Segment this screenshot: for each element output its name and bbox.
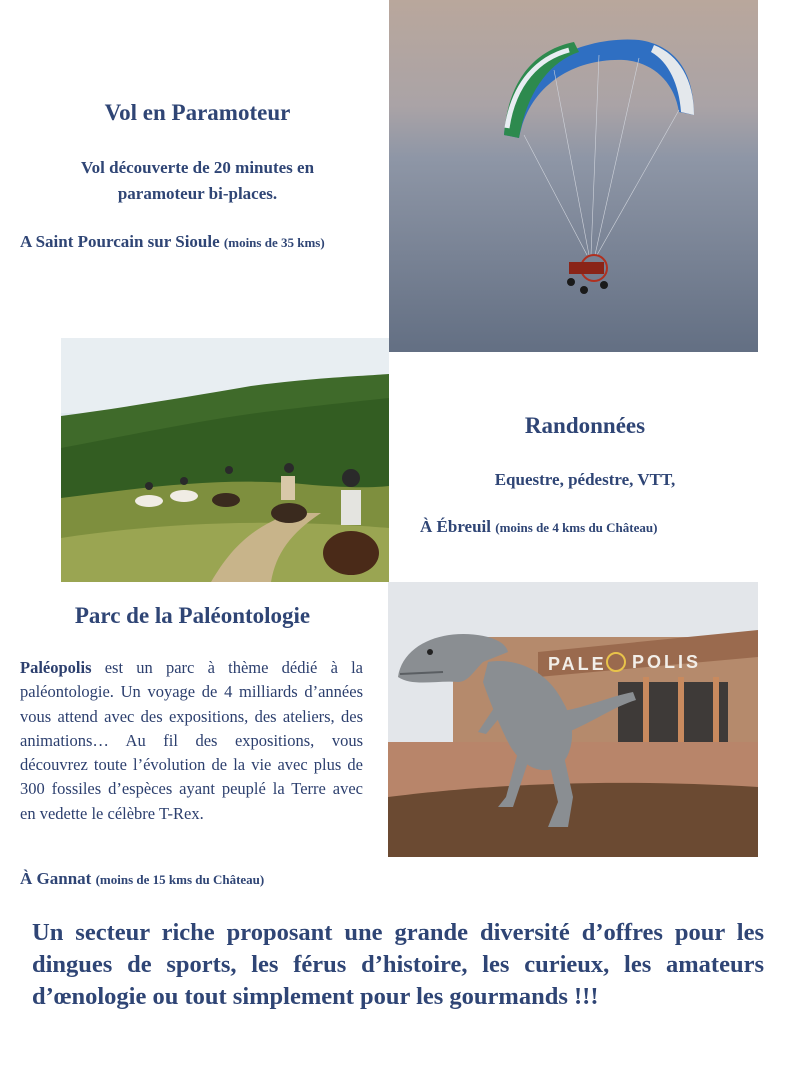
paleo-description xyxy=(20,656,363,826)
sign-right: POLIS xyxy=(632,652,702,672)
paleo-brand: Paléopolis xyxy=(20,658,92,677)
randonnees-title: Randonnées xyxy=(524,413,646,438)
paramoteur-desc-line1: Vol découverte de 20 minutes en xyxy=(80,158,315,177)
paramoteur-title: Vol en Paramoteur xyxy=(104,100,291,125)
paleopolis-photo xyxy=(388,582,758,857)
horse-riding-photo xyxy=(61,338,389,582)
paramoteur-desc-line2: paramoteur bi-places. xyxy=(117,184,278,203)
randonnees-description: Equestre, pédestre, VTT, xyxy=(494,470,676,489)
sign-left: PALE xyxy=(548,654,607,674)
randonnees-place: À Ébreuil xyxy=(420,517,492,536)
paleo-location xyxy=(20,869,264,889)
paramoteur-distance: (moins de 35 kms) xyxy=(223,235,325,250)
randonnees-location xyxy=(420,517,657,537)
footer-statement: Un secteur riche proposant une grande diversité d’offres pour les dingues de sports, les férus d’histoire, les curieux, les amateurs d’œnologie ou tout simplement pour les gourmands !!! xyxy=(32,919,764,1010)
paramoteur-location xyxy=(20,232,325,252)
paleo-title: Parc de la Paléontologie xyxy=(74,603,311,628)
paleo-desc-text: est un parc à thème dédié à la paléontologie. Un voyage de 4 milliards d’années vous attend avec des expositions, des ateliers, des animations… Au fil des expositions, vous découvrez toute l’évolution de la vie avec plus de 300 fossiles d’espèces ayant peuplé la Terre avec en vedette le célèbre T-Rex. xyxy=(20,658,364,823)
paramotor-photo xyxy=(389,0,758,352)
paleo-place: À Gannat xyxy=(20,869,92,888)
randonnees-distance: (moins de 4 kms du Château) xyxy=(495,520,658,535)
paramoteur-description xyxy=(20,155,375,207)
paleo-distance: (moins de 15 kms du Château) xyxy=(95,872,265,887)
paramoteur-place: A Saint Pourcain sur Sioule xyxy=(20,232,220,251)
